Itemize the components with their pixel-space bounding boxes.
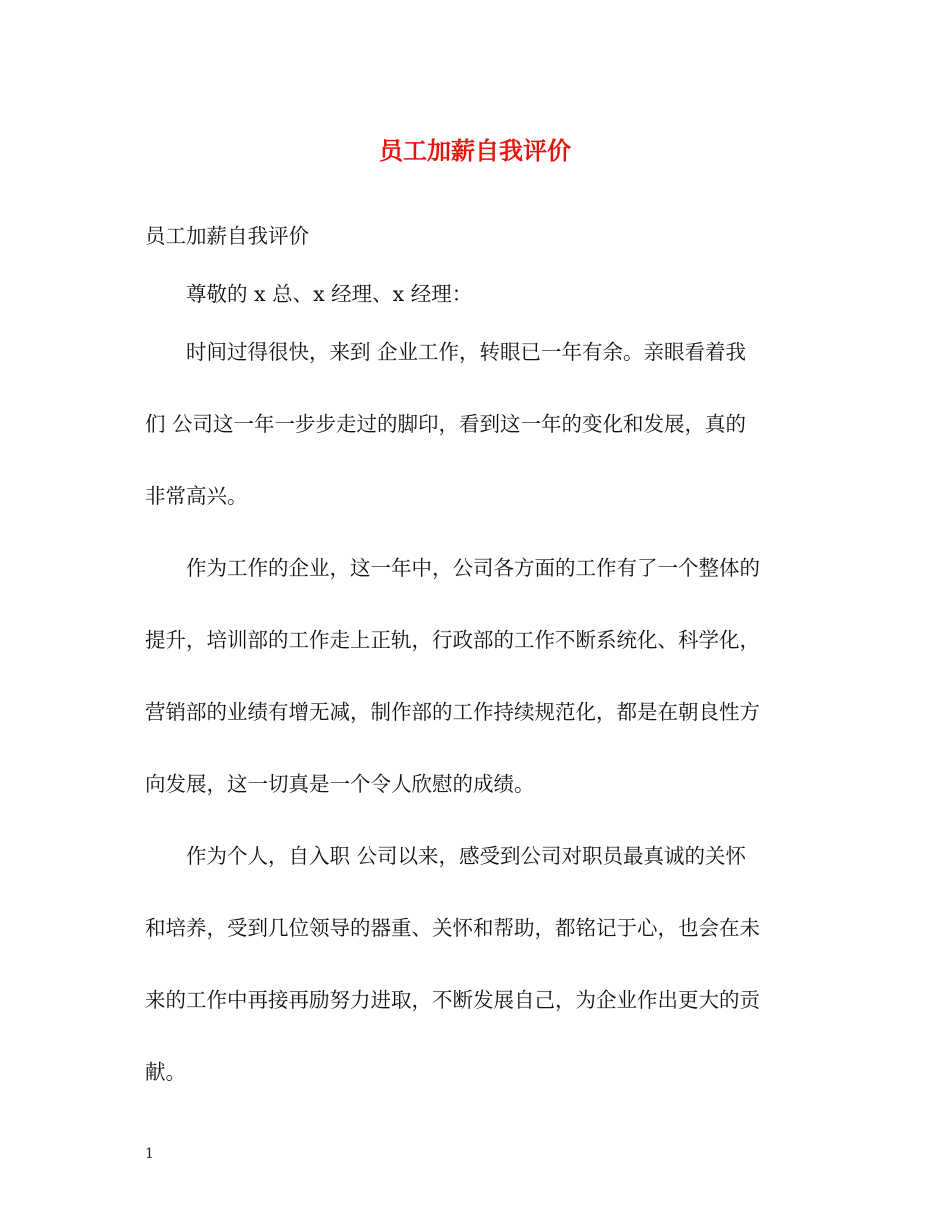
paragraph-line: 时间过得很快，来到 企业工作，转眼已一年有余。亲眼看着我 — [186, 340, 747, 364]
paragraph-line: 营销部的业绩有增无减，制作部的工作持续规范化，都是在朝良性方 — [145, 700, 760, 724]
paragraph-line: 非常高兴。 — [145, 484, 248, 508]
salutation: 尊敬的 x 总、x 经理、x 经理： — [186, 282, 473, 306]
paragraph-1 — [145, 334, 801, 514]
document-subtitle: 员工加薪自我评价 — [145, 224, 309, 248]
paragraph-line: 和培养，受到几位领导的器重、关怀和帮助，都铭记于心，也会在未 — [145, 916, 760, 940]
paragraph-line: 向发展，这一切真是一个令人欣慰的成绩。 — [145, 772, 535, 796]
page-number: 1 — [145, 1146, 154, 1162]
paragraph-3 — [145, 838, 801, 1090]
paragraph-line: 作为工作的企业，这一年中，公司各方面的工作有了一个整体的 — [186, 556, 760, 580]
document-title: 员工加薪自我评价 — [379, 136, 571, 165]
paragraph-line: 来的工作中再接再励努力进取，不断发展自己，为企业作出更大的贡 — [145, 988, 760, 1012]
paragraph-line: 作为个人，自入职 公司以来，感受到公司对职员最真诚的关怀 — [186, 844, 747, 868]
paragraph-line: 提升，培训部的工作走上正轨，行政部的工作不断系统化、科学化， — [145, 628, 760, 652]
document-body — [145, 218, 801, 1090]
paragraph-line: 献。 — [145, 1060, 186, 1084]
paragraph-2 — [145, 550, 801, 802]
paragraph-line: 们 公司这一年一步步走过的脚印，看到这一年的变化和发展，真的 — [145, 412, 747, 436]
